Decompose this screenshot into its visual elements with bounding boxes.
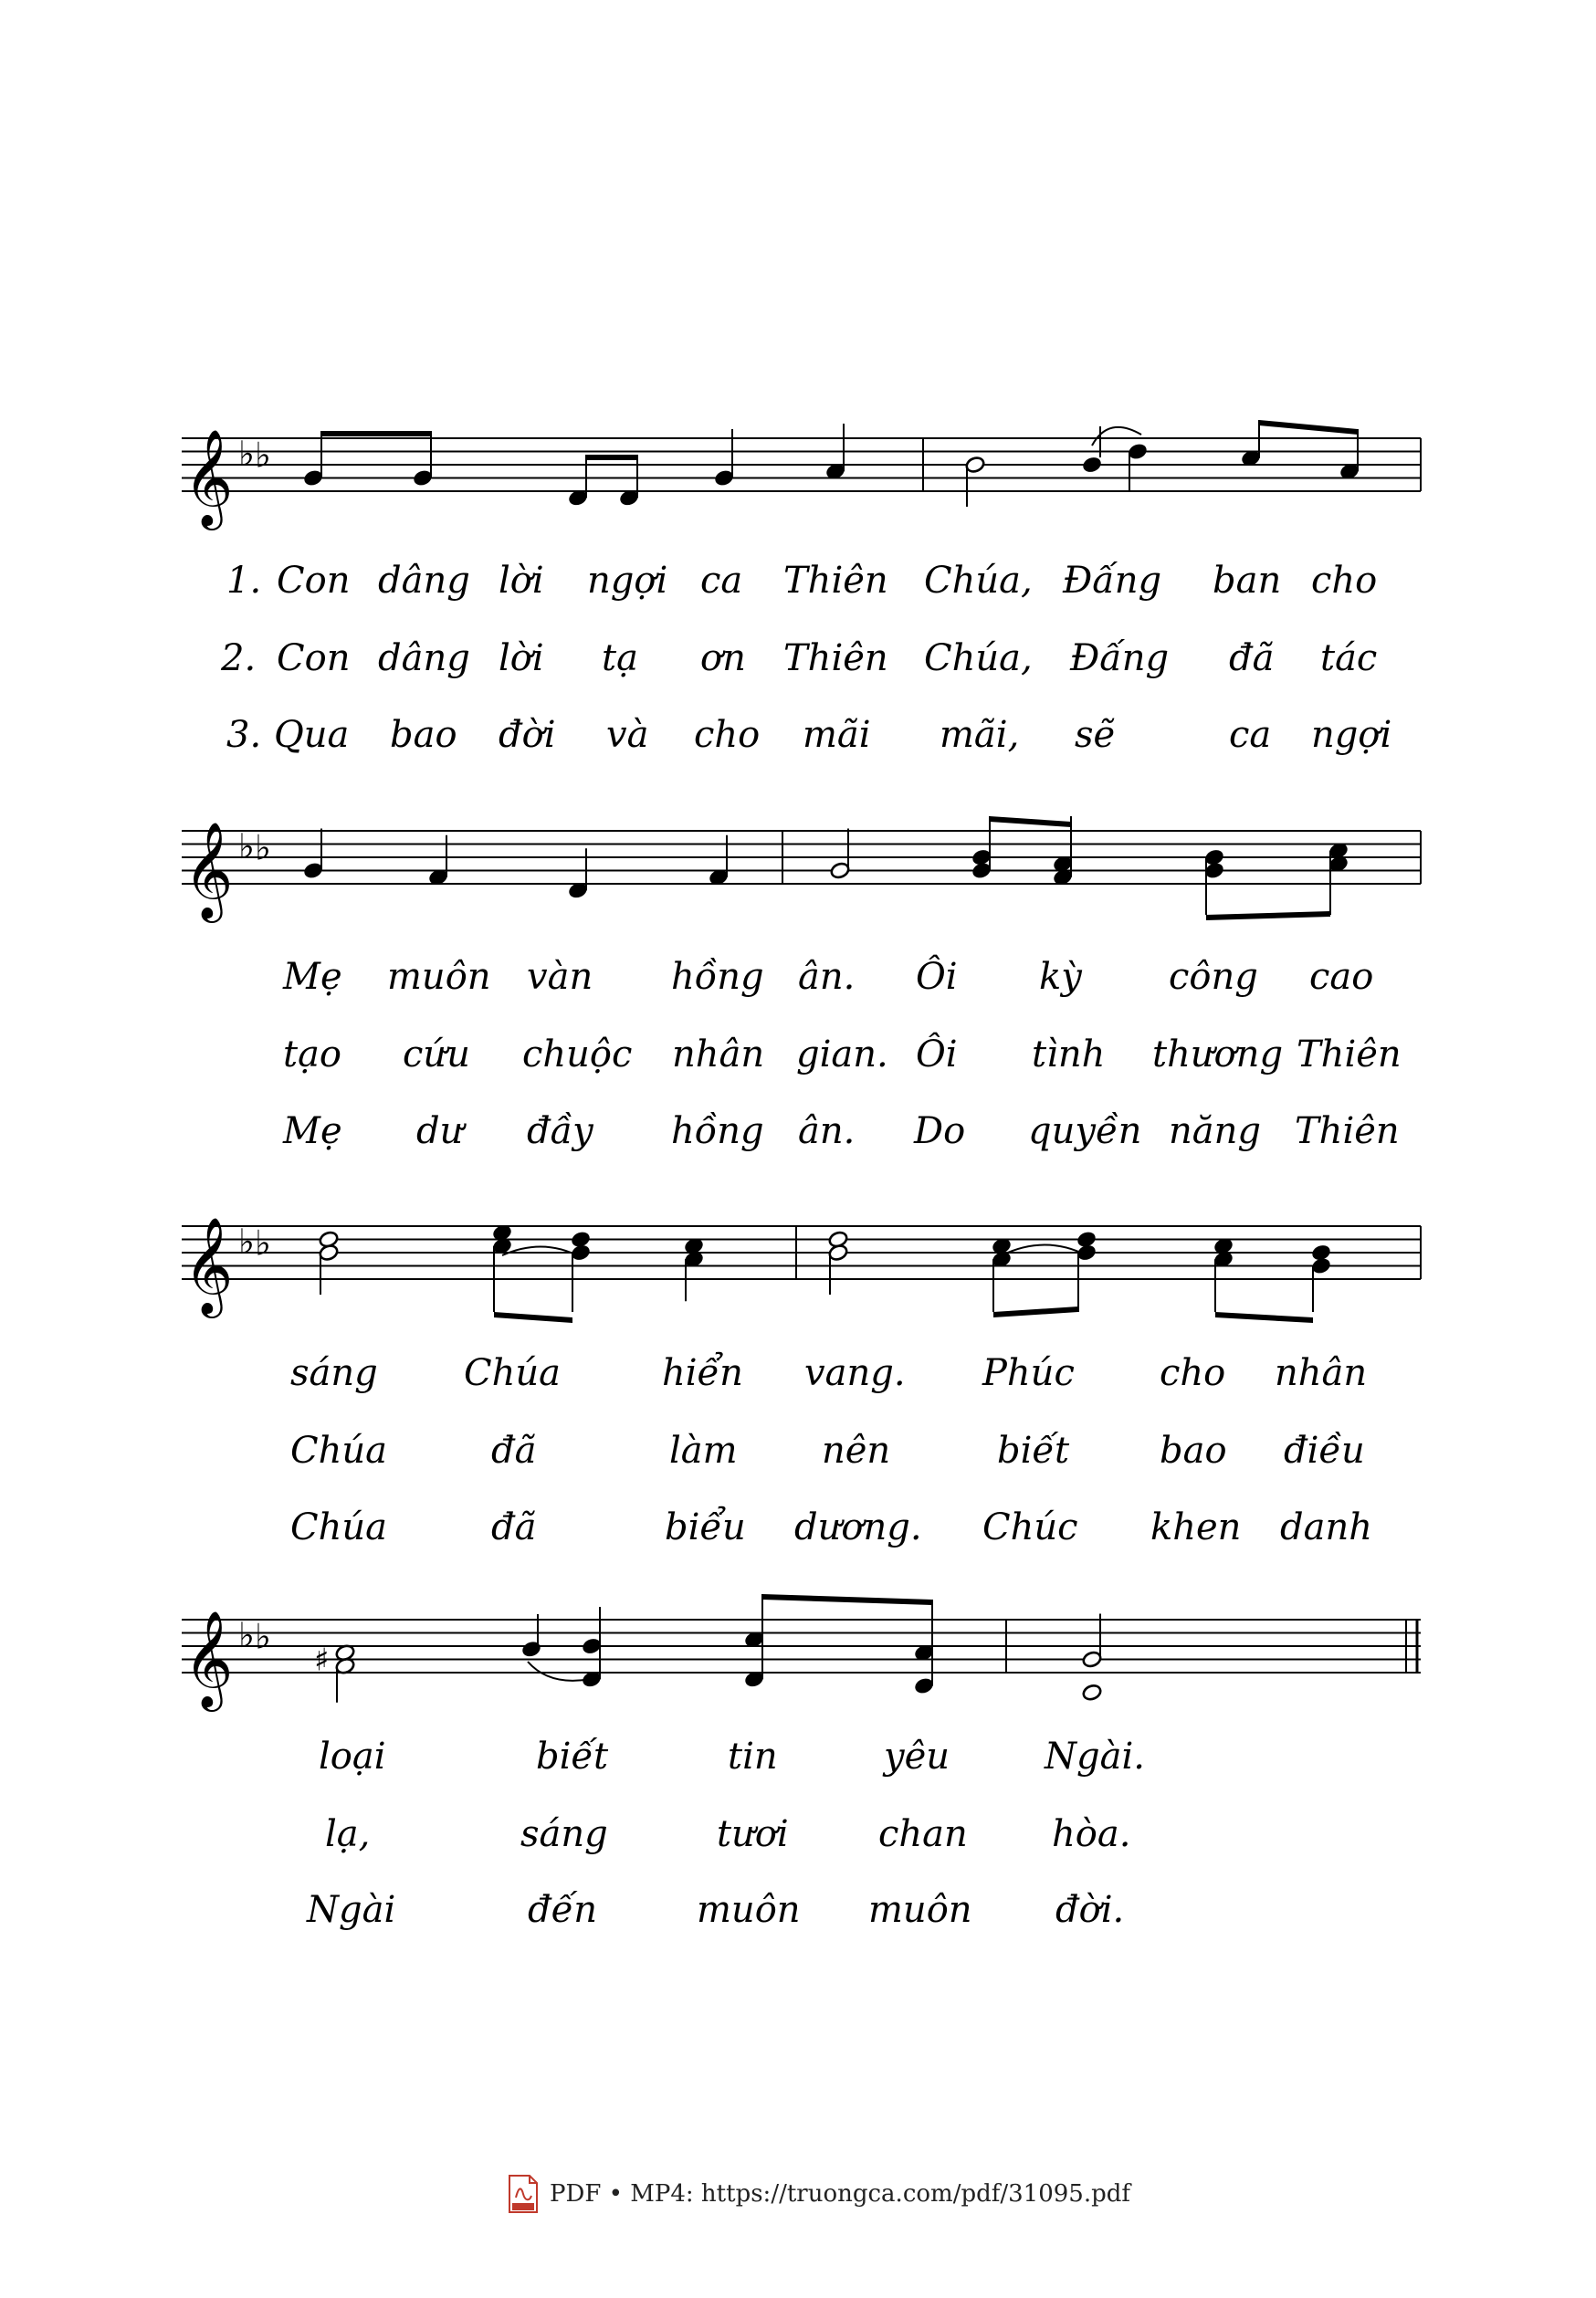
note-beam bbox=[321, 431, 431, 436]
flat-icon: ♭ bbox=[255, 827, 271, 868]
lyric-syllable: điều bbox=[1284, 1430, 1365, 1472]
lyric-syllable: và bbox=[606, 714, 649, 756]
lyric-syllable: dương. bbox=[794, 1506, 922, 1548]
lyric-syllable: sáng bbox=[290, 1352, 378, 1394]
lyric-syllable: làm bbox=[669, 1430, 738, 1472]
note-beam bbox=[993, 1306, 1078, 1317]
note-head bbox=[828, 1230, 849, 1248]
lyric-syllable: Chúa, bbox=[924, 560, 1033, 602]
slur bbox=[528, 1662, 584, 1681]
lyric-syllable: Ngài. bbox=[1045, 1736, 1145, 1778]
lyric-syllable: nên bbox=[822, 1430, 891, 1472]
lyric-syllable: ca bbox=[700, 560, 743, 602]
lyric-syllable: Qua bbox=[274, 714, 350, 756]
lyric-syllable: ngợi bbox=[1311, 714, 1392, 756]
treble-clef-icon: 𝄞 bbox=[184, 428, 234, 526]
lyric-syllable: đời. bbox=[1055, 1889, 1125, 1931]
lyric-syllable: muôn bbox=[868, 1889, 972, 1931]
lyric-syllable: Chúa, bbox=[924, 637, 1033, 679]
lyric-syllable: khen bbox=[1150, 1506, 1242, 1548]
lyric-syllable: công bbox=[1169, 956, 1258, 998]
lyric-syllable: cho bbox=[1311, 560, 1378, 602]
lyric-syllable: lạ, bbox=[325, 1813, 371, 1855]
lyric-syllable: đã bbox=[1229, 637, 1275, 679]
lyric-syllable: chuộc bbox=[522, 1034, 633, 1076]
lyric-syllable: yêu bbox=[884, 1736, 950, 1778]
lyric-syllable: năng bbox=[1169, 1110, 1261, 1152]
note-beam bbox=[1206, 911, 1330, 920]
lyric-syllable: Phúc bbox=[982, 1352, 1075, 1394]
lyric-syllable: chan bbox=[878, 1813, 968, 1855]
lyric-syllable: sáng bbox=[520, 1813, 608, 1855]
lyric-syllable: 2. bbox=[221, 637, 257, 679]
lyric-syllable: thương bbox=[1152, 1034, 1284, 1076]
lyric-syllable: vang. bbox=[804, 1352, 906, 1394]
note-head bbox=[319, 1230, 340, 1248]
lyric-syllable: nhân bbox=[672, 1034, 765, 1076]
lyric-syllable: mãi, bbox=[940, 714, 1020, 756]
footer-link-text[interactable]: PDF • MP4: https://truongca.com/pdf/31095.pdf bbox=[550, 2180, 1131, 2208]
lyric-syllable: Ôi bbox=[916, 956, 958, 998]
lyric-syllable: hồng bbox=[671, 956, 764, 998]
lyric-syllable: 1. bbox=[226, 560, 262, 602]
note-head bbox=[521, 1640, 542, 1658]
lyric-syllable: vàn bbox=[527, 956, 593, 998]
lyric-syllable: cao bbox=[1309, 956, 1374, 998]
lyric-syllable: cho bbox=[694, 714, 761, 756]
lyric-syllable: sẽ bbox=[1075, 714, 1116, 756]
lyric-syllable: dư bbox=[416, 1110, 464, 1152]
note-beam bbox=[586, 455, 637, 460]
lyric-syllable: Con bbox=[277, 560, 351, 602]
sharp-icon: ♯ bbox=[314, 1642, 330, 1679]
flat-icon: ♭ bbox=[238, 1221, 255, 1262]
lyric-syllable: ngợi bbox=[587, 560, 668, 602]
note-beam bbox=[1215, 1312, 1313, 1323]
lyric-syllable: mãi bbox=[803, 714, 871, 756]
lyric-syllable: quyền bbox=[1028, 1110, 1142, 1152]
lyric-syllable: danh bbox=[1280, 1506, 1372, 1548]
flat-icon: ♭ bbox=[255, 1222, 271, 1264]
lyric-syllable: Thiên bbox=[1297, 1034, 1402, 1076]
lyric-syllable: dâng bbox=[378, 637, 470, 679]
note-head bbox=[1311, 1243, 1332, 1262]
lyric-syllable: Đấng bbox=[1070, 637, 1170, 679]
lyric-syllable: tác bbox=[1320, 637, 1378, 679]
footer bbox=[508, 2172, 1130, 2216]
lyric-syllable: lời bbox=[499, 560, 544, 602]
flat-icon: ♭ bbox=[255, 1616, 271, 1657]
note-beam bbox=[494, 1312, 572, 1323]
lyric-syllable: đã bbox=[491, 1430, 537, 1472]
lyric-syllable: Chúc bbox=[982, 1506, 1078, 1548]
flat-icon: ♭ bbox=[255, 435, 271, 476]
flat-icon: ♭ bbox=[238, 433, 255, 474]
flat-icon: ♭ bbox=[238, 1614, 255, 1655]
note-head bbox=[1082, 456, 1103, 474]
lyric-syllable: lời bbox=[499, 637, 544, 679]
lyric-syllable: ân. bbox=[798, 1110, 856, 1152]
lyric-syllable: Do bbox=[914, 1110, 966, 1152]
lyric-syllable: Mẹ bbox=[283, 1110, 342, 1152]
flat-icon: ♭ bbox=[238, 825, 255, 866]
lyric-syllable: ơn bbox=[700, 637, 746, 679]
lyric-syllable: tình bbox=[1032, 1034, 1106, 1076]
lyric-syllable: gian. bbox=[796, 1034, 888, 1076]
treble-clef-icon: 𝄞 bbox=[184, 821, 234, 918]
lyric-syllable: Chúa bbox=[464, 1352, 561, 1394]
lyric-syllable: biểu bbox=[665, 1506, 746, 1548]
note-beam bbox=[1259, 420, 1358, 435]
pdf-file-icon bbox=[508, 2174, 539, 2214]
slur bbox=[1002, 1245, 1087, 1256]
note-head bbox=[1082, 1684, 1103, 1702]
lyric-syllable: muôn bbox=[697, 1889, 801, 1931]
lyric-syllable: dâng bbox=[378, 560, 470, 602]
lyric-syllable: đã bbox=[491, 1506, 537, 1548]
lyric-syllable: muôn bbox=[387, 956, 491, 998]
lyric-syllable: tạo bbox=[283, 1034, 342, 1076]
lyric-syllable: hòa. bbox=[1052, 1813, 1131, 1855]
lyric-syllable: nhân bbox=[1275, 1352, 1368, 1394]
lyric-syllable: bao bbox=[390, 714, 457, 756]
lyric-syllable: Con bbox=[277, 637, 351, 679]
lyric-syllable: loại bbox=[319, 1736, 386, 1778]
note-head bbox=[571, 1230, 592, 1248]
lyric-syllable: Ngài bbox=[307, 1889, 396, 1931]
lyric-syllable: tin bbox=[728, 1736, 778, 1778]
lyric-syllable: hiển bbox=[662, 1352, 743, 1394]
lyric-syllable: đến bbox=[528, 1889, 597, 1931]
lyric-syllable: Chúa bbox=[290, 1506, 387, 1548]
lyric-syllable: kỳ bbox=[1039, 956, 1082, 998]
note-head bbox=[1076, 1230, 1097, 1248]
treble-clef-icon: 𝄞 bbox=[184, 1610, 234, 1707]
lyric-syllable: ân. bbox=[798, 956, 856, 998]
lyric-syllable: đời bbox=[499, 714, 556, 756]
lyric-syllable: Chúa bbox=[290, 1430, 387, 1472]
lyric-syllable: biết bbox=[536, 1736, 609, 1778]
lyric-syllable: hồng bbox=[671, 1110, 764, 1152]
lyric-syllable: cứu bbox=[403, 1034, 470, 1076]
lyric-syllable: ca bbox=[1229, 714, 1272, 756]
lyric-syllable: Đấng bbox=[1063, 560, 1162, 602]
note-beam bbox=[990, 816, 1071, 827]
lyric-syllable: cho bbox=[1160, 1352, 1226, 1394]
lyric-syllable: Thiên bbox=[1295, 1110, 1400, 1152]
treble-clef-icon: 𝄞 bbox=[184, 1216, 234, 1314]
lyric-syllable: Ôi bbox=[916, 1034, 958, 1076]
lyric-syllable: bao bbox=[1160, 1430, 1227, 1472]
lyric-syllable: biết bbox=[997, 1430, 1070, 1472]
lyric-syllable: Thiên bbox=[783, 560, 888, 602]
lyric-syllable: tươi bbox=[717, 1813, 789, 1855]
lyric-syllable: ban bbox=[1213, 560, 1282, 602]
lyric-syllable: Thiên bbox=[783, 637, 888, 679]
lyric-syllable: 3. bbox=[226, 714, 262, 756]
lyric-syllable: Mẹ bbox=[283, 956, 342, 998]
lyric-syllable: đầy bbox=[527, 1110, 593, 1152]
lyric-syllable: tạ bbox=[602, 637, 638, 679]
note-beam bbox=[762, 1594, 932, 1605]
